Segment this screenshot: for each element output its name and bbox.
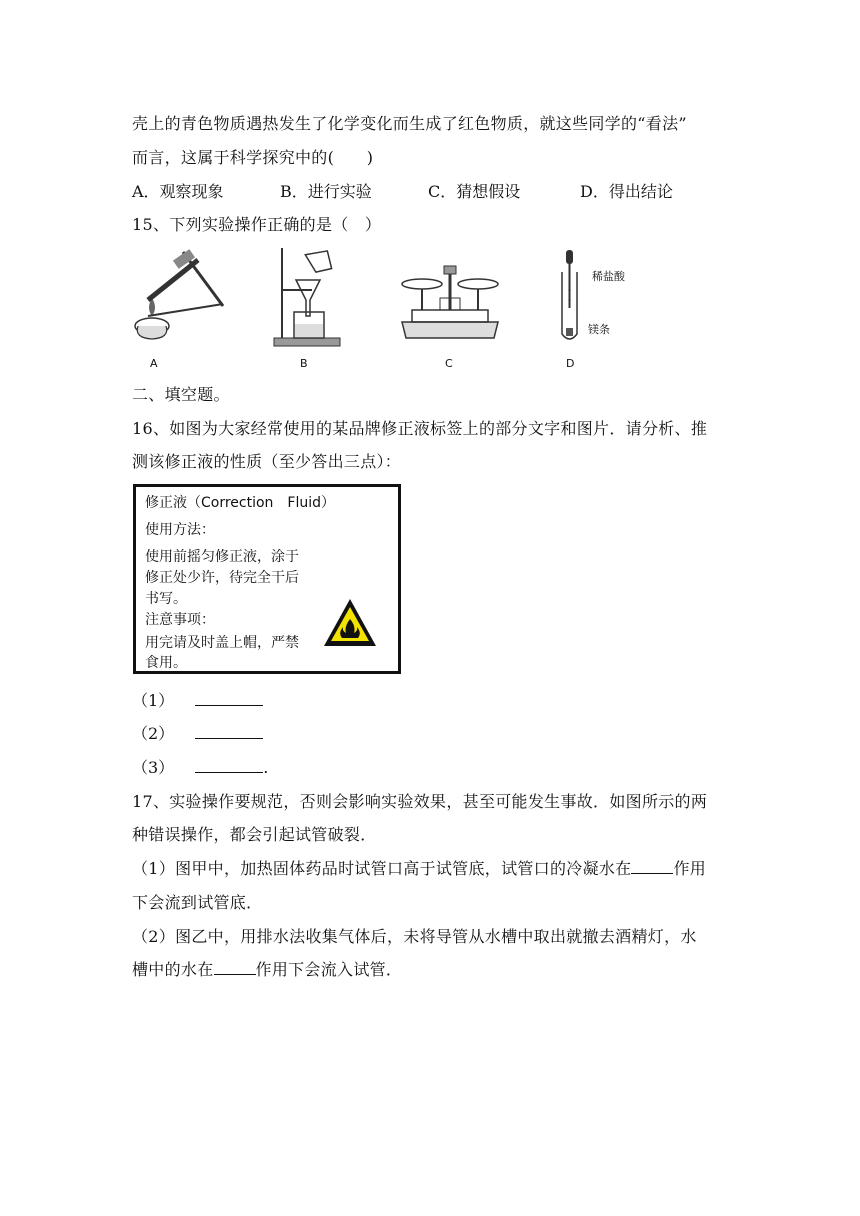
q17-part-2-line-2: [132, 957, 402, 980]
q16-answer-2: [132, 721, 263, 744]
figure-b-filtration: [272, 244, 344, 348]
figure-d-acid-label: 稀盐酸: [592, 270, 625, 283]
label-usage-heading: 使用方法：: [145, 522, 215, 538]
q17-part-2-text-a: 槽中的水在: [132, 960, 214, 979]
figure-d-test-tube: [558, 248, 588, 344]
q17-part-1-line-1: [132, 856, 706, 879]
section-title: 二、填空题。: [132, 385, 230, 404]
q16-answer-2-blank[interactable]: [195, 723, 263, 739]
label-notes-heading: 注意事项：: [145, 612, 215, 628]
q14-line-2: 而言，这属于科学探究中的( ): [132, 148, 374, 167]
q17-part-1-line-2: 下会流到试管底．: [132, 893, 263, 912]
q17-part-2-line-1: （2）图乙中，用排水法收集气体后，未将导管从水槽中取出就撤去酒精灯，水: [132, 927, 697, 946]
label-notes-line-2: 食用。: [145, 655, 187, 671]
figure-label-a: A: [150, 357, 158, 370]
q17-line-2: 种错误操作，都会引起试管破裂．: [132, 825, 377, 844]
figure-label-b: B: [300, 357, 308, 370]
q15-stem: 15、下列实验操作正确的是（ ）: [132, 215, 382, 234]
q16-answer-2-number: （2）: [132, 724, 175, 743]
q17-part-1-text-a: （1）图甲中，加热固体药品时试管口高于试管底，试管口的冷凝水在: [132, 859, 632, 878]
q16-line-1: 16、如图为大家经常使用的某品牌修正液标签上的部分文字和图片．请分析、推: [132, 419, 708, 438]
q17-part-1-blank[interactable]: [631, 858, 673, 874]
q17-part-2-blank[interactable]: [214, 959, 256, 975]
q16-answer-3-period: .: [263, 758, 269, 777]
q14-line-1: 壳上的青色物质遇热发生了化学变化而生成了红色物质，就这些同学的“看法”: [132, 114, 687, 133]
figure-c-balance: [398, 262, 502, 344]
label-notes-line-1: 用完请及时盖上帽，严禁: [145, 635, 299, 651]
q16-answer-1-blank[interactable]: [195, 690, 263, 706]
q14-option-a: A．观察现象: [132, 182, 224, 201]
q17-part-1-text-b: 作用: [673, 859, 707, 878]
figure-a-heating-tube: [128, 246, 228, 346]
figure-d-magnesium-label: 镁条: [588, 323, 610, 336]
label-usage-line-1: 使用前摇匀修正液，涂于: [145, 549, 299, 565]
q16-answer-3-blank[interactable]: [195, 757, 263, 773]
label-usage-line-3: 书写。: [145, 591, 187, 607]
label-title: 修正液（Correction Fluid）: [145, 495, 336, 511]
q14-option-c: C．猜想假设: [428, 182, 521, 201]
q17-part-2-text-b: 作用下会流入试管．: [255, 960, 403, 979]
q16-line-2: 测该修正液的性质（至少答出三点）：: [132, 452, 402, 471]
q17-line-1: 17、实验操作要规范，否则会影响实验效果，甚至可能发生事故．如图所示的两: [132, 792, 708, 811]
correction-fluid-label: [133, 484, 401, 674]
flammable-warning-icon: [322, 597, 378, 649]
q14-option-d: D．得出结论: [580, 182, 673, 201]
q14-option-b: B．进行实验: [280, 182, 372, 201]
q16-answer-1-number: （1）: [132, 691, 175, 710]
figure-label-d: D: [566, 357, 575, 370]
q16-answer-3: [132, 755, 268, 778]
q16-answer-3-number: （3）: [132, 758, 175, 777]
label-usage-line-2: 修正处少许，待完全干后: [145, 570, 299, 586]
q16-answer-1: [132, 688, 263, 711]
figure-label-c: C: [445, 357, 453, 370]
